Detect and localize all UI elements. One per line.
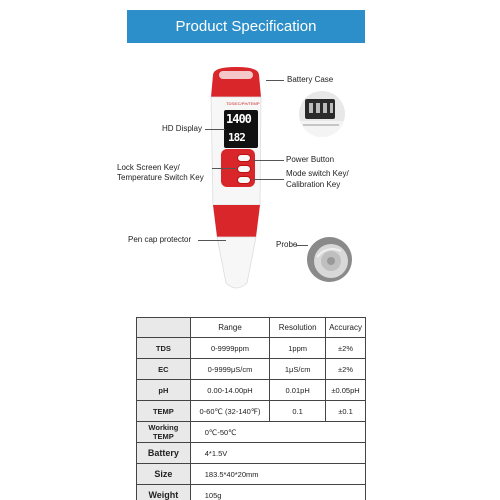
probe-inset-image [307, 237, 352, 282]
row-range: 0-60℃ (32-140℉) [190, 401, 270, 422]
row-label: Working TEMP [137, 422, 191, 443]
header-cell-range: Range [190, 318, 270, 338]
row-accuracy: ±2% [326, 338, 366, 359]
mode-switch-key[interactable] [237, 176, 251, 184]
callout-lock-key-line1: Lock Screen Key/ [117, 163, 180, 172]
lcd-reading-bottom: 182 [228, 131, 245, 144]
row-resolution: 1ppm [270, 338, 326, 359]
row-label: EC [137, 359, 191, 380]
device-brand-label: TDS/EC/PH/TEMP [226, 101, 260, 106]
battery-inset-image [299, 91, 345, 137]
row-resolution: 0.1 [270, 401, 326, 422]
leader-power-button [253, 160, 284, 161]
row-label: Size [137, 464, 191, 485]
row-resolution: 1μS/cm [270, 359, 326, 380]
table-header-row [137, 318, 366, 338]
row-range: 0-9999ppm [190, 338, 270, 359]
leader-pen-cap [198, 240, 226, 241]
callout-mode-key-line2: Calibration Key [286, 180, 341, 189]
callout-pen-cap: Pen cap protector [128, 235, 192, 244]
table-row [137, 380, 366, 401]
table-row [137, 401, 366, 422]
probe-graphic [307, 237, 352, 282]
callout-battery-case: Battery Case [287, 75, 334, 84]
table-row [137, 443, 366, 464]
spec-table [136, 317, 366, 500]
lock-screen-key[interactable] [237, 154, 251, 162]
header-cell-blank [137, 318, 191, 338]
row-range: 0-9999μS/cm [190, 359, 270, 380]
leader-lock-key [212, 168, 236, 169]
callout-power-button: Power Button [286, 155, 335, 164]
header-cell-resolution: Resolution [270, 318, 326, 338]
row-label: pH [137, 380, 191, 401]
row-value: 0℃-50℃ [190, 422, 365, 443]
row-accuracy: ±0.05pH [326, 380, 366, 401]
table-row [137, 464, 366, 485]
row-value: 105g [190, 485, 365, 500]
row-accuracy: ±2% [326, 359, 366, 380]
row-accuracy: ±0.1 [326, 401, 366, 422]
header-cell-accuracy: Accuracy [326, 318, 366, 338]
leader-probe [296, 245, 308, 246]
row-label: Weight [137, 485, 191, 500]
row-label: TEMP [137, 401, 191, 422]
lcd-reading-top: 1400 [226, 112, 251, 126]
row-range: 0.00-14.00pH [190, 380, 270, 401]
leader-battery-case [266, 80, 284, 81]
row-label: Battery [137, 443, 191, 464]
callout-hd-display: HD Display [162, 124, 203, 133]
callout-mode-key-line1: Mode switch Key/ [286, 169, 349, 178]
table-row [137, 422, 366, 443]
table-row [137, 485, 366, 500]
callout-probe: Probe [276, 240, 298, 249]
leader-mode-key [253, 179, 284, 180]
leader-hd-display [205, 129, 225, 130]
table-row [137, 359, 366, 380]
title-banner [127, 10, 365, 43]
row-value: 4*1.5V [190, 443, 365, 464]
callout-lock-key-line2: Temperature Switch Key [117, 173, 204, 182]
row-label: TDS [137, 338, 191, 359]
row-value: 183.5*40*20mm [190, 464, 365, 485]
power-key[interactable] [237, 165, 251, 173]
table-row [137, 338, 366, 359]
page-title: Product Specification [175, 18, 317, 35]
row-resolution: 0.01pH [270, 380, 326, 401]
battery-compartment-graphic [299, 91, 345, 137]
